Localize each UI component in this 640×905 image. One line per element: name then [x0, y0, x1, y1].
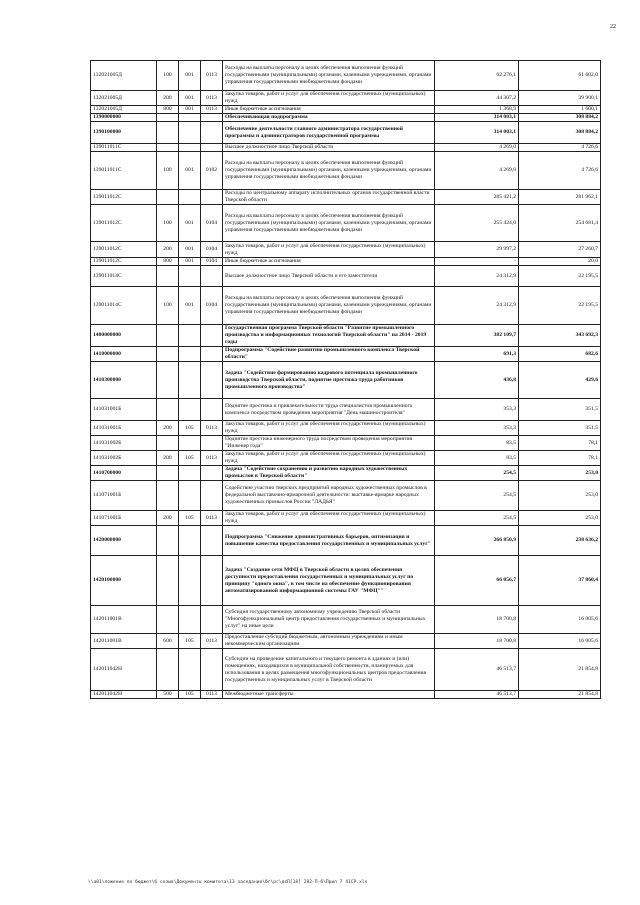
department-code-cell: 001 — [179, 287, 201, 325]
table-row — [91, 205, 601, 242]
description-cell: Поднятие престижа и привлекательности труда специалистов промышленного комплекса посредством проведения мероприятия "День машиностроителя" — [223, 399, 435, 421]
planned-amount-cell: 285 421,2 — [435, 190, 519, 205]
expense-type-cell — [157, 122, 179, 144]
table-row — [91, 114, 601, 122]
executed-amount-cell: 429,6 — [519, 362, 601, 399]
table-row — [91, 122, 601, 144]
expense-type-cell: 200 — [157, 451, 179, 466]
expense-type-cell: 100 — [157, 152, 179, 190]
section-code-cell: 0113 — [201, 91, 223, 106]
planned-amount-cell: 353,3 — [435, 399, 519, 421]
table-row — [91, 347, 601, 362]
kbk-code-cell: 142011001В — [91, 634, 157, 649]
expense-type-cell — [157, 649, 179, 691]
table-row — [91, 421, 601, 436]
executed-amount-cell: 253,0 — [519, 481, 601, 511]
section-code-cell — [201, 347, 223, 362]
kbk-code-cell: 142011042Н — [91, 691, 157, 699]
kbk-code-cell: 139011011С — [91, 144, 157, 152]
executed-amount-cell: 1 600,1 — [519, 106, 601, 114]
department-code-cell — [179, 466, 201, 481]
section-code-cell — [201, 606, 223, 634]
executed-amount-cell: 78,1 — [519, 451, 601, 466]
department-code-cell: 001 — [179, 242, 201, 258]
expense-type-cell: 200 — [157, 511, 179, 526]
department-code-cell — [179, 606, 201, 634]
file-path-footer: \\a01\ложение по бюджет\б созыв\Документы комитета\13 заседание\бг\рг\дсП[18] 282-П-б\Прил 7 41СР.xls — [88, 880, 368, 885]
description-cell: Содействие участию тверских предприятий народных художественных промыслов в федеральной выставочно-ярмарочной деятельности: выставке-ярмарке народных художественных промыслов России "ЛАДЬЯ" — [223, 481, 435, 511]
budget-table-body — [91, 61, 601, 699]
planned-amount-cell: 62 276,1 — [435, 61, 519, 91]
expense-type-cell — [157, 436, 179, 451]
table-row — [91, 556, 601, 606]
planned-amount-cell: 44 307,2 — [435, 91, 519, 106]
department-code-cell — [179, 144, 201, 152]
description-cell: Задача "Создание сети МФЦ в Тверской области в целях обеспечения доступности предоставления государственных и муниципальных услуг по принципу "одного окна", в том числе на обеспечение функционирования автоматизированной информационной системы ГАУ "МФЦ"" — [223, 556, 435, 606]
kbk-code-cell: 1420100000 — [91, 556, 157, 606]
department-code-cell: 001 — [179, 205, 201, 242]
description-cell: Обеспечивающая подпрограмма — [223, 114, 435, 122]
department-code-cell: 105 — [179, 634, 201, 649]
kbk-code-cell: 141031001Б — [91, 421, 157, 436]
planned-amount-cell: 18 700,8 — [435, 634, 519, 649]
department-code-cell — [179, 481, 201, 511]
kbk-code-cell: 139011011С — [91, 152, 157, 190]
planned-amount-cell: 29 997,2 — [435, 242, 519, 258]
expense-type-cell — [157, 466, 179, 481]
department-code-cell — [179, 190, 201, 205]
description-cell: Задача "Содействие сохранению и развитию народных художественных промыслов в Тверской области" — [223, 466, 435, 481]
executed-amount-cell: 254 681,4 — [519, 205, 601, 242]
expense-type-cell — [157, 266, 179, 287]
section-code-cell — [201, 649, 223, 691]
description-cell: Закупка товаров, работ и услуг для обеспечения государственных (муниципальных) нужд — [223, 242, 435, 258]
department-code-cell — [179, 399, 201, 421]
kbk-code-cell: 139011012С — [91, 242, 157, 258]
section-code-cell — [201, 481, 223, 511]
description-cell: Межбюджетные трансферты — [223, 691, 435, 699]
expense-type-cell — [157, 190, 179, 205]
section-code-cell: 0113 — [201, 451, 223, 466]
kbk-code-cell: 1410000000 — [91, 347, 157, 362]
description-cell: Подпрограмма "Содействие развитию промышленного комплекса Тверской области" — [223, 347, 435, 362]
department-code-cell — [179, 556, 201, 606]
section-code-cell: 0113 — [201, 691, 223, 699]
description-cell: Расходы на выплаты персоналу в целях обеспечения выполнения функций государственными (муниципальными) органами, казенными учреждениями, органами управления государственными внебюджетными фондами — [223, 287, 435, 325]
description-cell: Высшее должностное лицо Тверской области и его заместители — [223, 266, 435, 287]
expense-type-cell — [157, 399, 179, 421]
executed-amount-cell: 253,0 — [519, 466, 601, 481]
planned-amount-cell: 83,5 — [435, 451, 519, 466]
department-code-cell — [179, 325, 201, 347]
executed-amount-cell: 308 884,2 — [519, 114, 601, 122]
department-code-cell — [179, 436, 201, 451]
executed-amount-cell: 281 962,1 — [519, 190, 601, 205]
description-cell: Закупка товаров, работ и услуг для обеспечения государственных (муниципальных) нужд — [223, 421, 435, 436]
section-code-cell: 0104 — [201, 287, 223, 325]
description-cell: Расходы на выплаты персоналу в целях обеспечения выполнения функций государственными (муниципальными) органами, казенными учреждениями, органами управления государственными внебюджетными фондами — [223, 152, 435, 190]
kbk-code-cell: 1400000000 — [91, 325, 157, 347]
executed-amount-cell: 238 636,2 — [519, 526, 601, 556]
department-code-cell: 105 — [179, 421, 201, 436]
expense-type-cell: 800 — [157, 258, 179, 266]
section-code-cell: 0113 — [201, 421, 223, 436]
department-code-cell — [179, 347, 201, 362]
planned-amount-cell: 4 269,0 — [435, 152, 519, 190]
section-code-cell: 0102 — [201, 152, 223, 190]
section-code-cell: 0113 — [201, 61, 223, 91]
planned-amount-cell: 24 312,9 — [435, 266, 519, 287]
executed-amount-cell: 4 726,6 — [519, 144, 601, 152]
expense-type-cell — [157, 481, 179, 511]
table-row — [91, 606, 601, 634]
table-row — [91, 634, 601, 649]
section-code-cell — [201, 266, 223, 287]
kbk-code-cell: 139011014С — [91, 266, 157, 287]
department-code-cell — [179, 122, 201, 144]
department-code-cell: 105 — [179, 511, 201, 526]
table-row — [91, 481, 601, 511]
description-cell: Задача "Содействие формированию кадрового потенциала промышленного производства Тверской области, поднятие престижа труда работников промышленного производства" — [223, 362, 435, 399]
description-cell: Субсидия государственному автономному учреждению Тверской области "Многофункциональный центр предоставления государственных и муниципальных услуг" на иные цели — [223, 606, 435, 634]
executed-amount-cell: 343 692,3 — [519, 325, 601, 347]
kbk-code-cell: 1420000000 — [91, 526, 157, 556]
section-code-cell: 0104 — [201, 258, 223, 266]
section-code-cell — [201, 144, 223, 152]
expense-type-cell — [157, 362, 179, 399]
table-row — [91, 106, 601, 114]
description-cell: Закупка товаров, работ и услуг для обеспечения государственных (муниципальных) нужд — [223, 91, 435, 106]
description-cell: Иные бюджетные ассигнования — [223, 106, 435, 114]
expense-type-cell: 200 — [157, 421, 179, 436]
table-row — [91, 144, 601, 152]
planned-amount-cell: 4 269,0 — [435, 144, 519, 152]
description-cell: Иные бюджетные ассигнования — [223, 258, 435, 266]
table-row — [91, 242, 601, 258]
table-row — [91, 91, 601, 106]
section-code-cell — [201, 190, 223, 205]
table-row — [91, 61, 601, 91]
description-cell: Поднятие престижа инженерного труда посредством проведения мероприятия "Инженер года" — [223, 436, 435, 451]
executed-amount-cell: 22 195,5 — [519, 266, 601, 287]
table-row — [91, 399, 601, 421]
kbk-code-cell: 1410700000 — [91, 466, 157, 481]
planned-amount-cell: 314 003,1 — [435, 122, 519, 144]
executed-amount-cell: 21 854,8 — [519, 691, 601, 699]
kbk-code-cell: 141031002Б — [91, 451, 157, 466]
department-code-cell: 105 — [179, 451, 201, 466]
expense-type-cell — [157, 144, 179, 152]
table-row — [91, 466, 601, 481]
department-code-cell: 001 — [179, 61, 201, 91]
expense-type-cell — [157, 606, 179, 634]
table-row — [91, 436, 601, 451]
description-cell: Подпрограмма "Снижение административных барьеров, оптимизация и повышение качества предоставления государственных и муниципальных услуг" — [223, 526, 435, 556]
section-code-cell — [201, 114, 223, 122]
executed-amount-cell: 682,6 — [519, 347, 601, 362]
expense-type-cell: 500 — [157, 691, 179, 699]
executed-amount-cell: 16 005,6 — [519, 634, 601, 649]
expense-type-cell: 100 — [157, 287, 179, 325]
kbk-code-cell: 1410300000 — [91, 362, 157, 399]
executed-amount-cell: 61 602,0 — [519, 61, 601, 91]
executed-amount-cell: 78,1 — [519, 436, 601, 451]
planned-amount-cell: 254,5 — [435, 511, 519, 526]
planned-amount-cell: 382 109,7 — [435, 325, 519, 347]
executed-amount-cell: 351,5 — [519, 399, 601, 421]
section-code-cell — [201, 325, 223, 347]
description-cell: Закупка товаров, работ и услуг для обеспечения государственных (муниципальных) нужд — [223, 511, 435, 526]
expense-type-cell — [157, 347, 179, 362]
kbk-code-cell: 142011042Н — [91, 649, 157, 691]
department-code-cell: 001 — [179, 152, 201, 190]
kbk-code-cell: 1390100000 — [91, 122, 157, 144]
department-code-cell — [179, 526, 201, 556]
expense-type-cell: 100 — [157, 205, 179, 242]
section-code-cell — [201, 526, 223, 556]
expense-type-cell — [157, 556, 179, 606]
kbk-code-cell: 141071001Б — [91, 481, 157, 511]
kbk-code-cell: 132021005Д — [91, 91, 157, 106]
planned-amount-cell: 255 424,0 — [435, 205, 519, 242]
planned-amount-cell: 66 056,7 — [435, 556, 519, 606]
department-code-cell: 001 — [179, 91, 201, 106]
kbk-code-cell: 132021005Д — [91, 61, 157, 91]
description-cell: Расходы на выплаты персоналу в целях обеспечения выполнения функций государственными (муниципальными) органами, казенными учреждениями, органами управления государственными внебюджетными фондами — [223, 205, 435, 242]
planned-amount-cell: 691,3 — [435, 347, 519, 362]
department-code-cell — [179, 362, 201, 399]
section-code-cell — [201, 436, 223, 451]
section-code-cell — [201, 466, 223, 481]
budget-table — [90, 60, 601, 699]
table-row — [91, 190, 601, 205]
planned-amount-cell: 266 850,9 — [435, 526, 519, 556]
table-row — [91, 258, 601, 266]
table-row — [91, 266, 601, 287]
section-code-cell — [201, 122, 223, 144]
section-code-cell: 0104 — [201, 205, 223, 242]
executed-amount-cell: 27 260,7 — [519, 242, 601, 258]
kbk-code-cell: 139011012С — [91, 258, 157, 266]
table-row — [91, 287, 601, 325]
executed-amount-cell: 37 860,4 — [519, 556, 601, 606]
table-row — [91, 152, 601, 190]
description-cell: Государственная программа Тверской области "Развитие промышленного производства и информационных технологий Тверской области" на 2014 - 2019 годы — [223, 325, 435, 347]
planned-amount-cell: 24 312,9 — [435, 287, 519, 325]
expense-type-cell: 600 — [157, 634, 179, 649]
kbk-code-cell: 132021005Д — [91, 106, 157, 114]
kbk-code-cell: 1390000000 — [91, 114, 157, 122]
expense-type-cell: 200 — [157, 91, 179, 106]
planned-amount-cell: 46 513,7 — [435, 649, 519, 691]
kbk-code-cell: 141031001Б — [91, 399, 157, 421]
expense-type-cell — [157, 526, 179, 556]
section-code-cell: 0104 — [201, 242, 223, 258]
department-code-cell — [179, 266, 201, 287]
description-cell: Субсидии на проведение капитального и текущего ремонта в зданиях и (или) помещениях, находящихся в муниципальной собственности, планируемых для использования в целях размещения многофункциональных центров предоставления государственных и муниципальных услуг в Тверской области — [223, 649, 435, 691]
description-cell: Предоставление субсидий бюджетным, автономным учреждениям и иным некоммерческим организациям — [223, 634, 435, 649]
expense-type-cell: 100 — [157, 61, 179, 91]
kbk-code-cell: 139011012С — [91, 190, 157, 205]
planned-amount-cell: 83,5 — [435, 436, 519, 451]
planned-amount-cell: - — [435, 258, 519, 266]
table-row — [91, 526, 601, 556]
executed-amount-cell: 39 900,1 — [519, 91, 601, 106]
planned-amount-cell: 46 513,7 — [435, 691, 519, 699]
planned-amount-cell: 314 003,1 — [435, 114, 519, 122]
description-cell: Закупка товаров, работ и услуг для обеспечения государственных (муниципальных) нужд — [223, 451, 435, 466]
section-code-cell — [201, 362, 223, 399]
department-code-cell — [179, 114, 201, 122]
executed-amount-cell: 253,0 — [519, 511, 601, 526]
description-cell: Высшее должностное лицо Тверской области — [223, 144, 435, 152]
page-number: 22 — [610, 24, 616, 30]
table-row — [91, 511, 601, 526]
executed-amount-cell: 4 726,6 — [519, 152, 601, 190]
description-cell: Обеспечение деятельности главного администратора государственной программы и администраторов государственной программы — [223, 122, 435, 144]
planned-amount-cell: 254,5 — [435, 466, 519, 481]
table-row — [91, 691, 601, 699]
executed-amount-cell: 16 005,6 — [519, 606, 601, 634]
executed-amount-cell: 21 854,8 — [519, 649, 601, 691]
table-row — [91, 451, 601, 466]
expense-type-cell — [157, 325, 179, 347]
section-code-cell: 0113 — [201, 106, 223, 114]
department-code-cell — [179, 649, 201, 691]
description-cell: Расходы на выплаты персоналу в целях обеспечения выполнения функций государственными (муниципальными) органами, казенными учреждениями, органами управления государственными внебюджетными фондами — [223, 61, 435, 91]
table-row — [91, 649, 601, 691]
planned-amount-cell: 436,8 — [435, 362, 519, 399]
section-code-cell: 0113 — [201, 511, 223, 526]
executed-amount-cell: 20,0 — [519, 258, 601, 266]
planned-amount-cell: 18 700,8 — [435, 606, 519, 634]
table-row — [91, 325, 601, 347]
executed-amount-cell: 22 195,5 — [519, 287, 601, 325]
section-code-cell: 0113 — [201, 634, 223, 649]
executed-amount-cell: 351,5 — [519, 421, 601, 436]
section-code-cell — [201, 556, 223, 606]
section-code-cell — [201, 399, 223, 421]
department-code-cell: 105 — [179, 691, 201, 699]
planned-amount-cell: 1 368,9 — [435, 106, 519, 114]
expense-type-cell — [157, 114, 179, 122]
department-code-cell: 001 — [179, 258, 201, 266]
kbk-code-cell: 142011001В — [91, 606, 157, 634]
planned-amount-cell: 353,3 — [435, 421, 519, 436]
table-row — [91, 362, 601, 399]
kbk-code-cell: 139011014С — [91, 287, 157, 325]
department-code-cell: 001 — [179, 106, 201, 114]
kbk-code-cell: 139011012С — [91, 205, 157, 242]
expense-type-cell: 200 — [157, 242, 179, 258]
kbk-code-cell: 141031002Б — [91, 436, 157, 451]
description-cell: Расходы по центральному аппарату исполнительных органов государственной власти Тверской области — [223, 190, 435, 205]
executed-amount-cell: 308 884,2 — [519, 122, 601, 144]
expense-type-cell: 800 — [157, 106, 179, 114]
kbk-code-cell: 141071001Б — [91, 511, 157, 526]
planned-amount-cell: 254,5 — [435, 481, 519, 511]
